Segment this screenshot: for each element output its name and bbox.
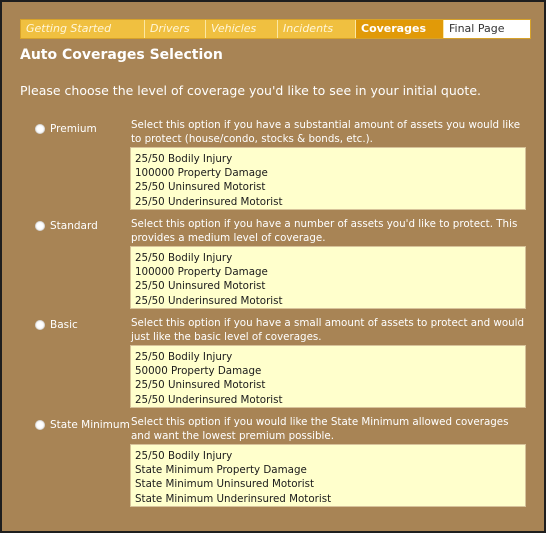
coverage-line: 25/50 Underinsured Motorist	[135, 294, 283, 307]
basic-label[interactable]: Basic	[50, 319, 78, 331]
coverage-line: 100000 Property Damage	[135, 167, 268, 180]
coverage-line: 25/50 Underinsured Motorist	[135, 393, 283, 406]
tab-getting-started[interactable]: Getting Started	[21, 20, 145, 38]
coverage-line: 25/50 Uninsured Motorist	[135, 280, 266, 293]
page-subtitle: Please choose the level of coverage you'd like to see in your initial quote.	[20, 83, 481, 98]
standard-coverage-box	[130, 246, 526, 309]
coverage-line: State Minimum Uninsured Motorist	[135, 478, 315, 491]
coverage-line: 25/50 Uninsured Motorist	[135, 379, 266, 392]
tab-incidents[interactable]: Incidents	[278, 20, 356, 38]
coverage-line: 25/50 Uninsured Motorist	[135, 181, 266, 194]
coverage-line: 25/50 Bodily Injury	[135, 252, 233, 264]
state-minimum-label[interactable]: State Minimum	[50, 419, 130, 431]
coverage-line: 50000 Property Damage	[135, 365, 262, 378]
tab-drivers[interactable]: Drivers	[145, 20, 206, 38]
standard-label[interactable]: Standard	[50, 220, 98, 232]
premium-coverage-box	[130, 147, 526, 210]
standard-radio[interactable]	[35, 221, 45, 231]
tab-final-page[interactable]: Final Page	[444, 20, 530, 38]
premium-description: Select this option if you have a substantial amount of assets you would like to protect (house/condo, stocks & bonds, etc.).	[131, 119, 521, 145]
tab-coverages[interactable]: Coverages	[356, 20, 444, 38]
coverage-line: 25/50 Bodily Injury	[135, 351, 233, 363]
coverage-line: 100000 Property Damage	[135, 266, 268, 279]
premium-radio-option[interactable]	[35, 123, 97, 135]
premium-radio[interactable]	[35, 124, 45, 134]
coverage-line: 25/50 Underinsured Motorist	[135, 195, 283, 208]
basic-radio[interactable]	[35, 320, 45, 330]
coverage-line: 25/50 Bodily Injury	[135, 450, 233, 462]
standard-radio-option[interactable]	[35, 220, 98, 232]
page-title: Auto Coverages Selection	[20, 47, 223, 63]
tab-vehicles[interactable]: Vehicles	[206, 20, 278, 38]
state-minimum-radio-option[interactable]	[35, 419, 130, 431]
basic-description: Select this option if you have a small amount of assets to protect and would just like the basic level of coverages.	[131, 317, 525, 343]
state-minimum-coverage-box	[130, 444, 526, 507]
standard-description: Select this option if you have a number of assets you'd like to protect. This provides a medium level of coverage.	[131, 218, 518, 244]
wizard-steps	[20, 19, 531, 39]
coverage-line: State Minimum Underinsured Motorist	[135, 492, 332, 505]
basic-radio-option[interactable]	[35, 319, 78, 331]
coverage-line: State Minimum Property Damage	[135, 464, 307, 477]
coverage-line: 25/50 Bodily Injury	[135, 153, 233, 165]
state-minimum-description: Select this option if you would like the State Minimum allowed coverages and want the lowest premium possible.	[131, 416, 509, 442]
premium-label[interactable]: Premium	[50, 123, 97, 135]
basic-coverage-box	[130, 345, 526, 408]
state-minimum-radio[interactable]	[35, 420, 45, 430]
